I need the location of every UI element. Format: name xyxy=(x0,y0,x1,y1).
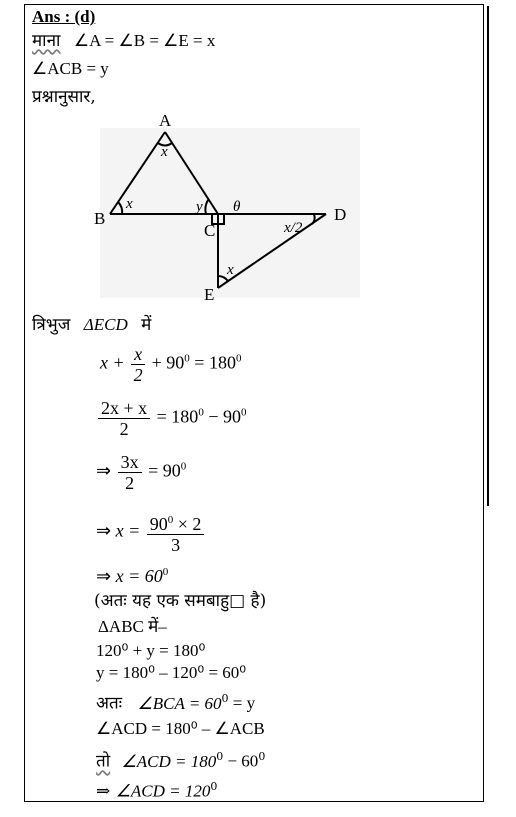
label-c: C xyxy=(204,221,216,240)
let-line xyxy=(32,30,215,52)
eq3-rhs: = 90 xyxy=(148,460,181,481)
acd-deg2: 0 xyxy=(258,750,266,763)
bca-line xyxy=(96,688,255,715)
angle-theta: θ xyxy=(233,199,241,215)
equation-1 xyxy=(100,344,241,385)
final-expression: ∠ACD = 120 xyxy=(115,781,211,801)
eq1-fraction xyxy=(131,344,145,385)
angle-a-x: x xyxy=(161,144,168,160)
eq1-deg2: 0 xyxy=(235,352,242,365)
eq4-fraction xyxy=(147,510,205,555)
eq4-num xyxy=(147,510,205,535)
eq3-deg: 0 xyxy=(180,460,187,473)
eq4-num-times: × 2 xyxy=(173,514,202,534)
equation-5 xyxy=(96,566,168,587)
angle-c-y: y xyxy=(196,199,203,215)
label-b: B xyxy=(94,209,106,228)
final-deg: 0 xyxy=(210,780,218,793)
bca-deg: 0 xyxy=(221,692,229,705)
acd-value-line xyxy=(96,746,265,773)
label-e: E xyxy=(204,285,215,304)
bca-expression: ∠BCA = 60 xyxy=(137,693,222,713)
triangle-figure xyxy=(90,108,370,308)
final-arrow: ⇒ xyxy=(96,781,111,802)
eq2-den: 2 xyxy=(119,419,129,439)
eq4-deg: 0 xyxy=(167,514,174,526)
eq1-num: x xyxy=(131,344,145,365)
to-word: तो xyxy=(96,751,111,772)
eq2-num: 2x + x xyxy=(98,398,150,419)
eq3-num: 3x xyxy=(118,452,142,473)
equation-2 xyxy=(96,398,246,439)
eq4-lhs: x = xyxy=(115,520,141,541)
angles-equality: ∠A = ∠B = ∠E = x xyxy=(73,31,216,50)
eq1-deg1: 0 xyxy=(184,352,190,365)
mana-word: माना xyxy=(32,31,61,51)
eq4-arrow: ⇒ xyxy=(96,520,112,541)
eq4-num-value: 90 xyxy=(149,514,168,534)
acd-equation: ∠ACD = 180⁰ – ∠ACB xyxy=(96,719,265,738)
tribhuj-word: त्रिभुज xyxy=(32,315,71,335)
acd-value-expr: ∠ACD = 180 xyxy=(121,751,217,771)
eq1-lhs: x + xyxy=(100,352,125,373)
according-question: प्रश्नानुसार, xyxy=(32,87,96,107)
eq1-rhs2: = 180 xyxy=(189,352,236,373)
angle-b-x: x xyxy=(126,196,133,212)
eq3-arrow: ⇒ xyxy=(96,460,112,481)
atah-word: अतः xyxy=(96,693,123,714)
angle-d-half: x/2 xyxy=(284,220,303,236)
eq5-deg: 0 xyxy=(162,566,169,578)
equation-3 xyxy=(96,452,186,493)
eq1-rhs: + 90 xyxy=(151,352,185,373)
eq2-rhs2: − 90 xyxy=(203,406,241,427)
vertical-rule xyxy=(487,6,489,506)
equation-4 xyxy=(96,510,206,555)
eq2-deg2: 0 xyxy=(240,406,247,419)
y-equation: y = 180⁰ – 120⁰ = 60⁰ xyxy=(96,663,247,682)
triangle-ecd-heading xyxy=(32,314,151,336)
angle-e-x: x xyxy=(227,262,234,278)
label-a: A xyxy=(159,111,172,130)
triangle-ecd-name: ΔECD xyxy=(83,315,128,334)
mein-word: में xyxy=(141,315,152,335)
final-answer xyxy=(96,776,217,803)
eq4-den: 3 xyxy=(171,535,181,555)
eq2-deg1: 0 xyxy=(198,406,204,419)
eq5-arrow: ⇒ xyxy=(96,566,112,586)
eq2-rhs: = 180 xyxy=(156,406,199,427)
eq3-fraction xyxy=(118,452,142,493)
eq1-den: 2 xyxy=(133,365,143,385)
acb-definition: ∠ACB = y xyxy=(32,59,109,78)
label-d: D xyxy=(334,205,347,224)
triangle-abc-heading: ΔABC में– xyxy=(98,617,167,636)
eq2-fraction xyxy=(98,398,150,439)
equilateral-note: (अतः यह एक समबाहु□ है) xyxy=(94,591,267,611)
answer-heading: Ans : (d) xyxy=(32,7,96,26)
acd-deg1: 0 xyxy=(216,750,224,763)
eq5-lhs: x = 60 xyxy=(115,566,163,586)
acd-value-tail: − 60 xyxy=(223,751,259,771)
eq3-den: 2 xyxy=(125,473,135,493)
bca-tail: = y xyxy=(228,693,256,713)
sum-equation: 120⁰ + y = 180⁰ xyxy=(96,641,206,660)
